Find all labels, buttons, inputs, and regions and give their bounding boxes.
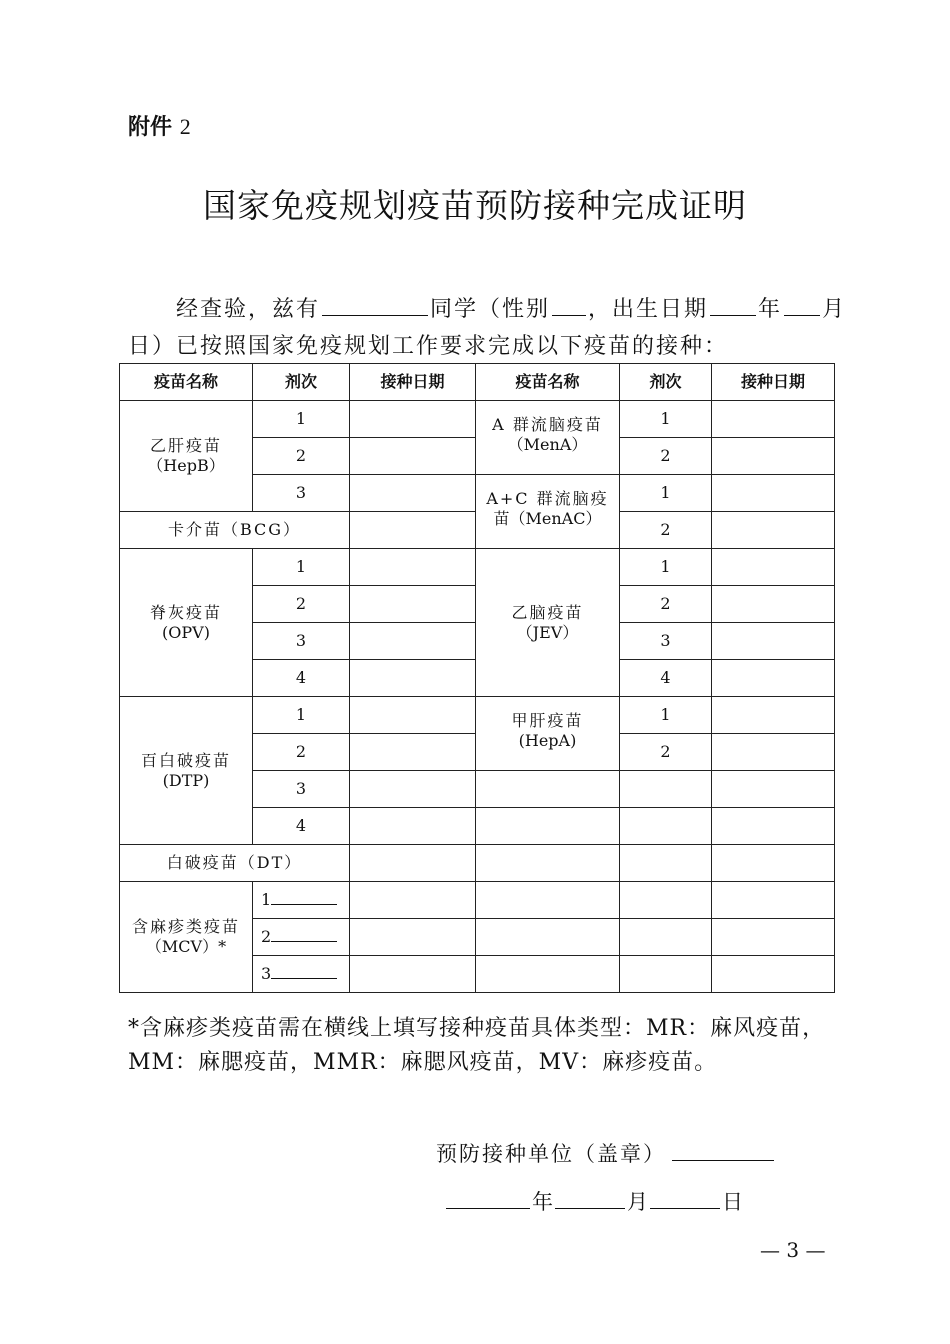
dose-cell: 2: [253, 734, 350, 771]
dose-cell: 1: [620, 549, 712, 586]
dose-cell: 3: [253, 475, 350, 512]
date-cell[interactable]: [350, 475, 476, 512]
empty-cell: [712, 956, 835, 993]
empty-cell: [712, 771, 835, 808]
date-cell[interactable]: [712, 549, 835, 586]
date-cell[interactable]: [350, 882, 476, 919]
page-number: — 3 —: [760, 1238, 826, 1262]
dose-cell: 2: [620, 512, 712, 549]
intro-text-b: 同学（性别: [430, 297, 551, 322]
vaccine-menac: A+C 群流脑疫 苗（MenAC）: [476, 475, 620, 549]
dose-cell: 1: [620, 475, 712, 512]
year-blank[interactable]: [446, 1187, 530, 1209]
dose-cell: 3: [620, 623, 712, 660]
intro-year: 年: [758, 297, 783, 322]
date-cell[interactable]: [350, 734, 476, 771]
attachment-number: 2: [179, 114, 191, 139]
stamp-blank[interactable]: [672, 1139, 774, 1161]
table-header-row: [120, 364, 835, 401]
dose-cell: 1: [253, 401, 350, 438]
date-day: 日: [722, 1190, 743, 1214]
empty-cell: [620, 956, 712, 993]
vaccine-dtp: 百白破疫苗 (DTP): [120, 697, 253, 845]
date-cell[interactable]: [350, 438, 476, 475]
date-cell[interactable]: [350, 808, 476, 845]
date-cell[interactable]: [350, 771, 476, 808]
empty-cell: [712, 845, 835, 882]
mcv-dose-cell[interactable]: 2: [253, 919, 350, 956]
date-cell[interactable]: [350, 586, 476, 623]
intro-text-c: ，出生日期: [588, 297, 709, 322]
dose-cell: 2: [620, 734, 712, 771]
empty-cell: [476, 919, 620, 956]
month-blank[interactable]: [555, 1187, 625, 1209]
signature-label: 预防接种单位（盖章）: [436, 1142, 666, 1166]
vaccine-mena: A 群流脑疫苗 （MenA）: [476, 401, 620, 475]
vaccine-dt: 白破疫苗（DT）: [120, 845, 350, 882]
date-cell[interactable]: [350, 697, 476, 734]
date-cell[interactable]: [712, 438, 835, 475]
date-cell[interactable]: [712, 475, 835, 512]
date-cell[interactable]: [712, 623, 835, 660]
dose-cell: 2: [620, 586, 712, 623]
date-year: 年: [532, 1190, 553, 1214]
table-row: [120, 845, 835, 882]
dose-cell: 2: [620, 438, 712, 475]
birth-year-blank[interactable]: [710, 293, 756, 316]
date-line: [444, 1186, 743, 1216]
date-cell[interactable]: [350, 845, 476, 882]
empty-cell: [620, 771, 712, 808]
table-row: [120, 549, 835, 586]
empty-cell: [476, 956, 620, 993]
signature-line: [436, 1138, 776, 1168]
vaccine-table: [119, 363, 835, 993]
dose-cell: 1: [253, 549, 350, 586]
date-cell[interactable]: [350, 623, 476, 660]
vaccine-jev: 乙脑疫苗 （JEV）: [476, 549, 620, 697]
header-vaccine-name-2: 疫苗名称: [476, 364, 620, 401]
header-date: 接种日期: [350, 364, 476, 401]
date-month: 月: [627, 1190, 648, 1214]
mcv-dose-cell[interactable]: 3: [253, 956, 350, 993]
intro-text-a: 经查验，兹有: [176, 297, 321, 322]
table-row: [120, 697, 835, 734]
date-cell[interactable]: [712, 697, 835, 734]
gender-blank[interactable]: [552, 293, 586, 316]
empty-cell: [620, 882, 712, 919]
name-blank[interactable]: [322, 293, 428, 316]
birth-month-blank[interactable]: [784, 293, 820, 316]
dose-cell: 4: [253, 660, 350, 697]
dose-cell: 1: [620, 697, 712, 734]
dose-cell: 1: [253, 697, 350, 734]
date-cell[interactable]: [712, 586, 835, 623]
day-blank[interactable]: [650, 1187, 720, 1209]
vaccine-mcv: 含麻疹类疫苗 （MCV）*: [120, 882, 253, 993]
vaccine-hepa: 甲肝疫苗 (HepA): [476, 697, 620, 771]
date-cell[interactable]: [350, 401, 476, 438]
empty-cell: [476, 882, 620, 919]
empty-cell: [620, 919, 712, 956]
date-cell[interactable]: [712, 734, 835, 771]
header-date-2: 接种日期: [712, 364, 835, 401]
empty-cell: [620, 845, 712, 882]
dose-cell: 4: [620, 660, 712, 697]
empty-cell: [712, 808, 835, 845]
vaccine-hepb: 乙肝疫苗 （HepB）: [120, 401, 253, 512]
attachment-label: [128, 110, 191, 141]
empty-cell: [476, 771, 620, 808]
document-title: 国家免疫规划疫苗预防接种完成证明: [203, 186, 747, 225]
date-cell[interactable]: [712, 401, 835, 438]
dose-cell: 1: [620, 401, 712, 438]
dose-cell: 3: [253, 623, 350, 660]
date-cell[interactable]: [350, 956, 476, 993]
header-vaccine-name: 疫苗名称: [120, 364, 253, 401]
attachment-text: 附件: [128, 115, 173, 140]
header-dose-2: 剂次: [620, 364, 712, 401]
date-cell[interactable]: [350, 512, 476, 549]
empty-cell: [712, 919, 835, 956]
intro-month: 月: [822, 297, 847, 322]
date-cell[interactable]: [712, 660, 835, 697]
date-cell[interactable]: [350, 919, 476, 956]
footnote: *含麻疹类疫苗需在横线上填写接种疫苗具体类型：MR：麻风疫苗，MM：麻腮疫苗，MMR：麻腮风疫苗，MV：麻疹疫苗。: [128, 1016, 826, 1075]
empty-cell: [476, 808, 620, 845]
empty-cell: [712, 882, 835, 919]
dose-cell: 3: [253, 771, 350, 808]
vaccine-bcg: 卡介苗（BCG）: [120, 512, 350, 549]
empty-cell: [620, 808, 712, 845]
date-cell[interactable]: [350, 660, 476, 697]
table-row: [120, 882, 835, 919]
intro-line-1: [176, 292, 846, 323]
dose-cell: 4: [253, 808, 350, 845]
vaccine-opv: 脊灰疫苗 (OPV): [120, 549, 253, 697]
intro-line-2: 日）已按照国家免疫规划工作要求完成以下疫苗的接种：: [128, 334, 729, 359]
mcv-dose-cell[interactable]: 1: [253, 882, 350, 919]
dose-cell: 2: [253, 586, 350, 623]
date-cell[interactable]: [350, 549, 476, 586]
empty-cell: [476, 845, 620, 882]
date-cell[interactable]: [712, 512, 835, 549]
dose-cell: 2: [253, 438, 350, 475]
table-row: [120, 401, 835, 438]
header-dose: 剂次: [253, 364, 350, 401]
